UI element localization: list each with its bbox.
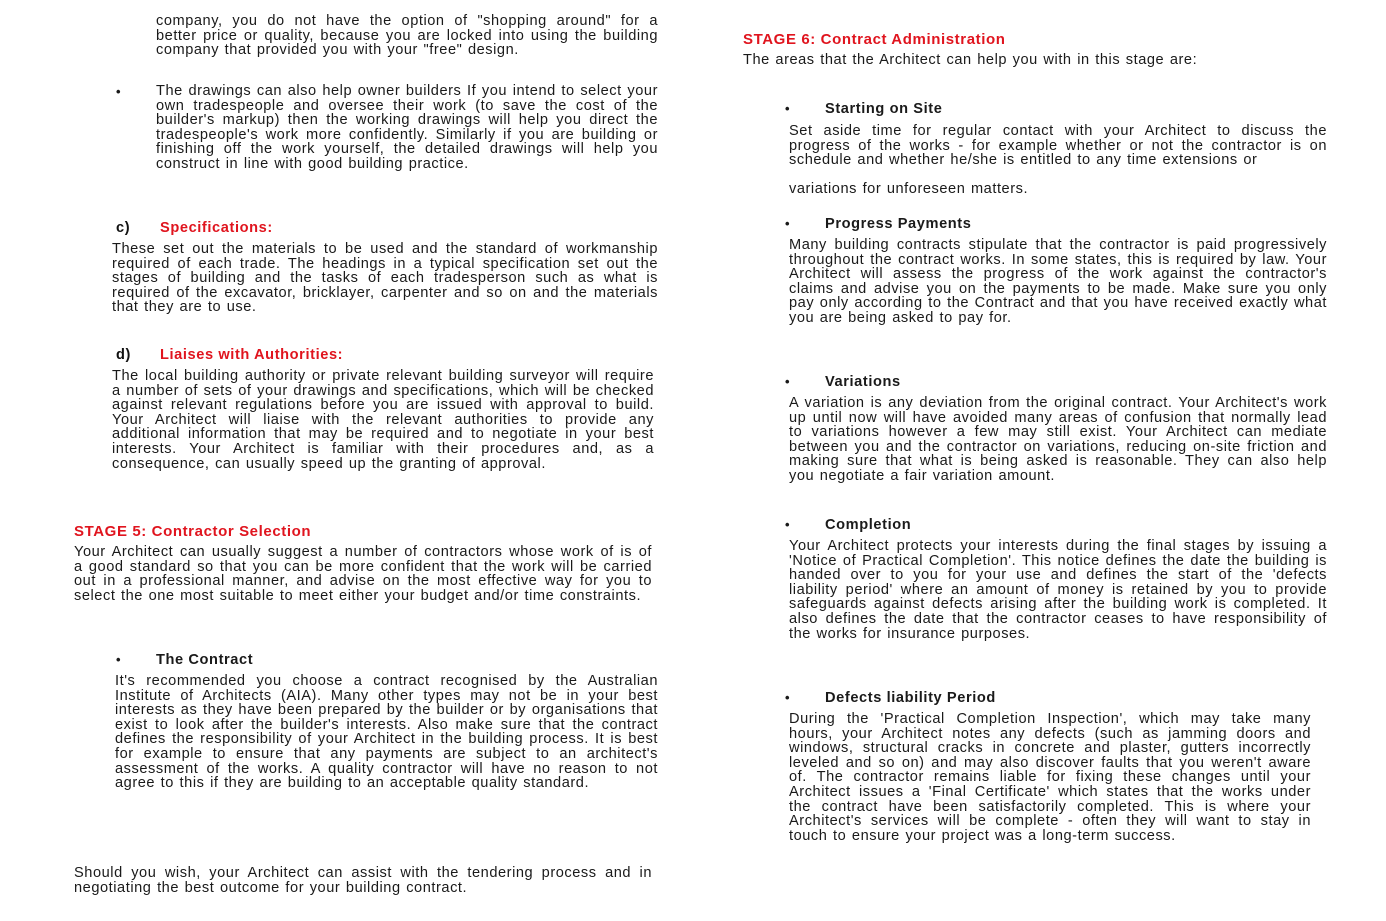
bullet-icon: • [785,374,790,389]
defects-liability-item [743,690,1328,706]
contract-heading: The Contract [156,652,254,668]
starting-on-site-heading: Starting on Site [825,101,943,117]
starting-on-site-paragraph: Set aside time for regular contact with your Architect to discuss the progress of the works - for example whether or not the contractor is on schedule and whether he/she is entitled to any time extensions or [789,123,1327,169]
variations-paragraph: A variation is any deviation from the original contract. Your Architect's work up until now will have avoided many areas of confusion that normally lead to variations however a few may still exist. Your Architect can mediate between you and the contractor on variations, reducing on-site friction and making sure that what is being asked is reasonable. They can also help you negotiate a fair variation amount. [789,395,1327,484]
progress-payments-item [743,216,1328,232]
stage-5-closing-paragraph: Should you wish, your Architect can assist with the tendering process and in negotiating the best outcome for your building contract. [74,865,652,896]
bullet-icon: • [116,84,121,99]
section-d-heading [116,347,343,363]
section-c-label: c) [116,220,131,236]
owner-builders-bullet-item [74,84,658,172]
contract-bullet-item [74,652,658,668]
defects-liability-paragraph: During the 'Practical Completion Inspection', which may take many hours, your Architect notes any defects (such as jamming doors and windows, structural cracks in concrete and plaster, gutters incorrectly leveled and so on) and may also discover faults that you weren't aware of. The contractor remains liable for fixing these changes until your Architect issues a 'Final Certificate' which states that the works under the contract have been satisfactorily completed. This is where your Architect's services will be complete - often they will want to stay in touch to ensure your project was a long-term success. [789,711,1311,844]
section-d-label: d) [116,347,131,363]
bullet-icon: • [785,216,790,231]
completion-heading: Completion [825,517,912,533]
bullet-icon: • [785,101,790,116]
owner-builders-paragraph: The drawings can also help owner builders If you intend to select your own tradespeople and oversee their work (to save the cost of the builder's markup) then the working drawings will help you direct the tradespeople's work more confidently. Similarly if you are building or finishing off the work yourself, the detailed drawings will help you construct in line with good building practice. [156,83,658,172]
stage-5-intro-paragraph: Your Architect can usually suggest a number of contractors whose work of is of a good standard so that you can be more confident that the work will be carried out in a professional manner, and advise on the most effective way for you to select the one most suitable to meet either your budget and/or time constraints. [74,544,652,604]
variations-heading: Variations [825,374,901,390]
section-c-heading [116,220,273,236]
stage-6-heading: STAGE 6: Contract Administration [743,31,1006,48]
section-c-title: Specifications: [160,220,273,236]
progress-payments-paragraph: Many building contracts stipulate that the contractor is paid progressively throughout the contract works. In some states, this is required by law. Your Architect will assess the progress of the work against the contractor's claims and advise you on the payments to be made. Make sure you only pay only according to the Contract and that you have received exactly what you are being asked to pay for. [789,237,1327,326]
section-c-paragraph: These set out the materials to be used and the standard of workmanship required of each trade. The headings in a typical specification set out the stages of building and the tasks of each tradesperson such as what is required of the excavator, bricklayer, carpenter and so on and the materials that they are to use. [112,241,658,316]
completion-paragraph: Your Architect protects your interests during the final stages by issuing a 'Notice of Practical Completion'. This notice defines the date the building is handed over to you for your use and defines the start of the 'defects liability period' where an amount of money is retained by you to provide safeguards against defects arising after the building work is completed. It also defines the date that the contractor ceases to have responsibility of the works for insurance purposes. [789,538,1327,642]
bullet-icon: • [785,690,790,705]
bullet-icon: • [785,517,790,532]
starting-on-site-paragraph-continued: variations for unforeseen matters. [789,181,1029,197]
contract-paragraph: It's recommended you choose a contract recognised by the Australian Institute of Architects (AIA). Many other types may not be in your best interests as they have been prepared by the builder or by organisations that exist to look after the builder's interests. Also make sure that the contract defines the responsibility of your Architect in the building process. It is best for example to ensure that any payments are subject to an architect's assessment of the works. A quality contractor will have no reason to not agree to this if they are building to an acceptable quality standard. [115,673,658,792]
progress-payments-heading: Progress Payments [825,216,972,232]
completion-item [743,517,1328,533]
stage-5-heading: STAGE 5: Contractor Selection [74,523,312,540]
variations-item [743,374,1328,390]
intro-continuation-paragraph: company, you do not have the option of "shopping around" for a better price or quality, because you are locked into using the building company that provided you with your "free" design. [156,13,658,59]
bullet-icon: • [116,652,121,667]
section-d-title: Liaises with Authorities: [160,347,344,363]
section-d-paragraph: The local building authority or private relevant building surveyor will require a number of sets of your drawings and specifications, which will be checked against relevant regulations before you are issued with approval to build. Your Architect will liaise with the relevant authorities to provide any additional information that may be required and to negotiate in your best interests. Your Architect is familiar with their procedures and, as a consequence, can usually speed up the granting of approval. [112,368,654,472]
defects-liability-heading: Defects liability Period [825,690,996,706]
stage-6-intro-paragraph: The areas that the Architect can help you with in this stage are: [743,52,1198,68]
starting-on-site-item [743,101,1328,117]
